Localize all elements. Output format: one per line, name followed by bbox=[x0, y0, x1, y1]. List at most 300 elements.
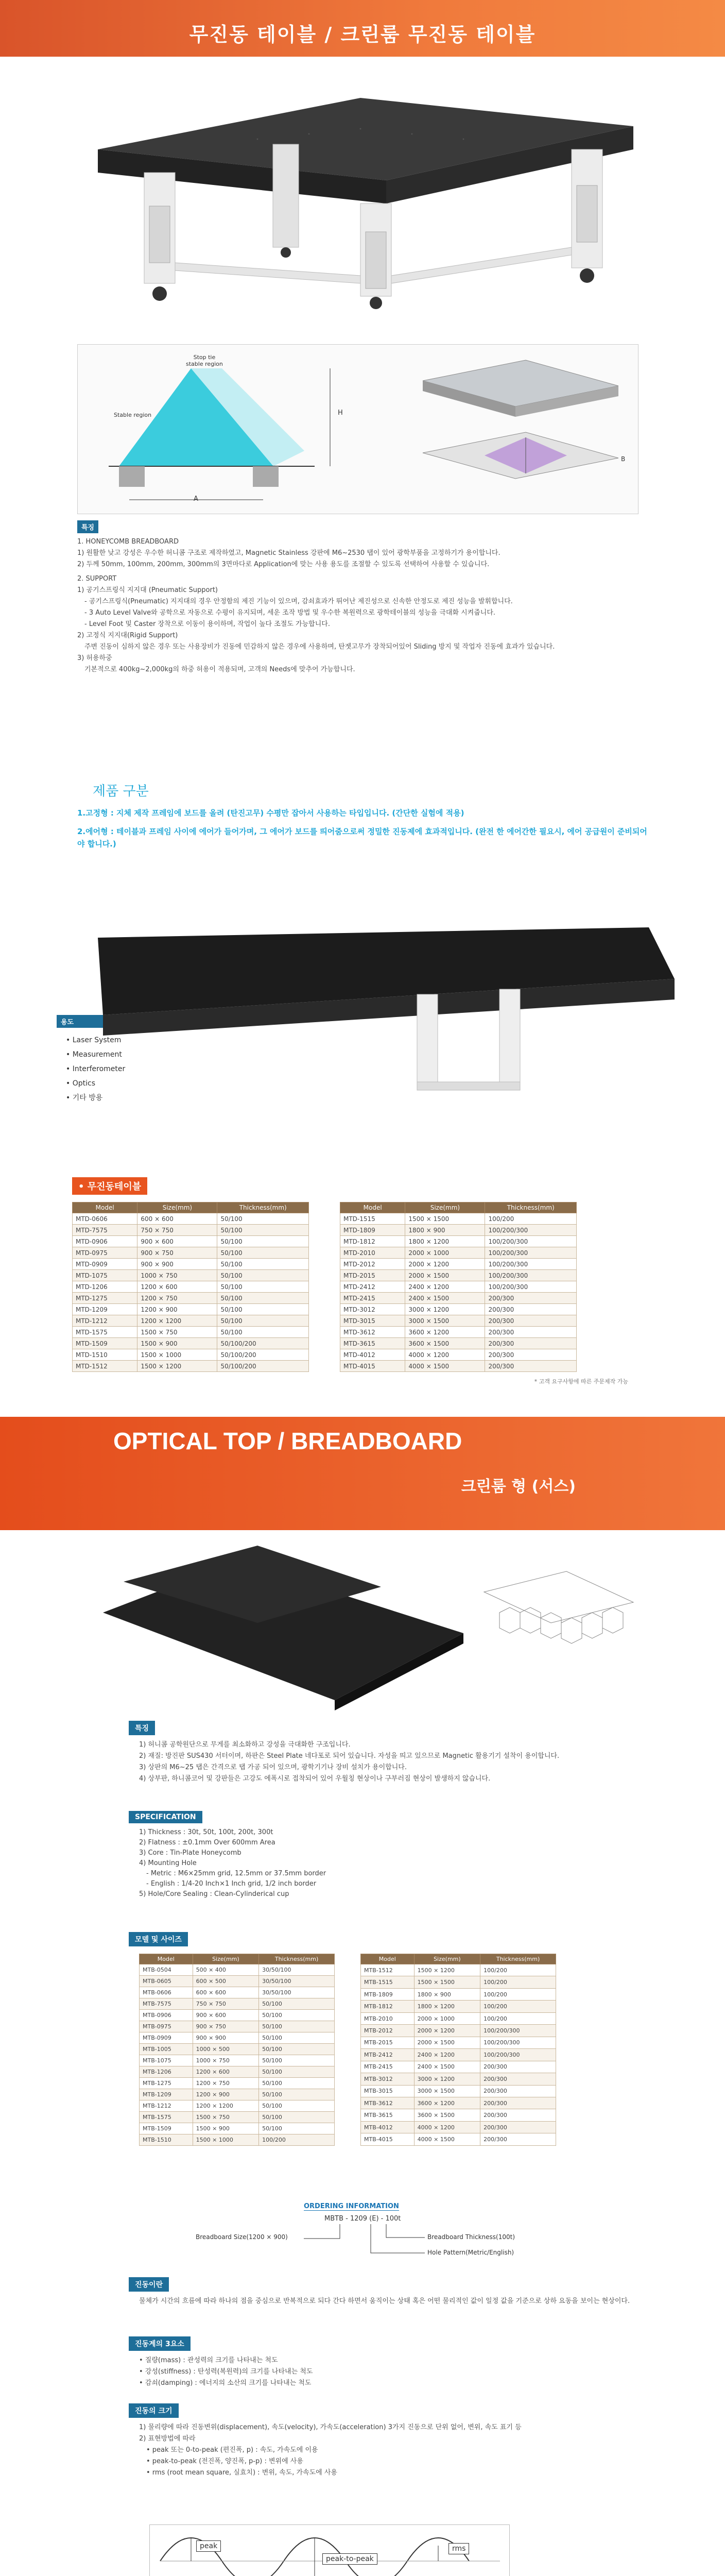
table-cell: 600 × 600 bbox=[193, 1987, 258, 1998]
table-row bbox=[340, 1361, 577, 1372]
hero-table-image bbox=[51, 77, 669, 309]
table-cell: MTD-2012 bbox=[340, 1259, 405, 1270]
table-row bbox=[73, 1338, 309, 1349]
table-cell: MTB-1075 bbox=[140, 2055, 193, 2066]
table-cell: 50/100 bbox=[259, 2078, 335, 2089]
table-row bbox=[340, 1247, 577, 1259]
table-row bbox=[361, 2049, 556, 2061]
table-cell: 3600 × 1500 bbox=[405, 1338, 485, 1349]
label-peak-to-peak: peak-to-peak bbox=[322, 2553, 377, 2565]
table-cell: MTB-3015 bbox=[361, 2085, 415, 2097]
table-row bbox=[340, 1236, 577, 1247]
waveform-figure bbox=[149, 2524, 510, 2576]
table-cell: 1500 × 1000 bbox=[193, 2134, 258, 2146]
table-row bbox=[140, 2134, 335, 2146]
table-cell: MTD-4012 bbox=[340, 1349, 405, 1361]
table-row bbox=[340, 1281, 577, 1293]
table-cell: 2400 × 1200 bbox=[405, 1281, 485, 1293]
table-cell: MTD-1575 bbox=[73, 1327, 137, 1338]
vib3-line: • 질량(mass) : 관성력의 크기를 나타내는 척도 bbox=[139, 2357, 278, 2364]
table-row bbox=[361, 2109, 556, 2121]
table-row bbox=[73, 1281, 309, 1293]
table-cell: 50/100 bbox=[259, 2032, 335, 2044]
table-cell: MTB-0605 bbox=[140, 1976, 193, 1987]
table-cell: 50/100/200 bbox=[217, 1349, 309, 1361]
feature-p6: - Level Foot 및 Caster 장착으로 이동이 용이하며, 작업이 높다 조절도 가능합니다. bbox=[84, 620, 330, 628]
vib3-tag: 진동계의 3요소 bbox=[129, 2336, 191, 2351]
table-row bbox=[73, 1293, 309, 1304]
table-cell: MTB-2015 bbox=[361, 2037, 415, 2048]
table-row bbox=[140, 2032, 335, 2044]
table-cell: 3600 × 1200 bbox=[414, 2097, 480, 2109]
table-cell: 100/200/300 bbox=[480, 2025, 556, 2037]
table-cell: 500 × 400 bbox=[193, 1964, 258, 1976]
table-row bbox=[73, 1315, 309, 1327]
table-cell: 50/100 bbox=[217, 1213, 309, 1225]
optical-table-illustration bbox=[51, 77, 669, 309]
table-row bbox=[140, 2055, 335, 2066]
table-cell: 4000 × 1200 bbox=[414, 2121, 480, 2133]
vibsize-line: 1) 물리량에 따라 진동변위(displacement), 속도(velocity), 가속도(acceleration) 3가지 진동으로 단위 없어, 변위, 속도 표기 등 bbox=[139, 2424, 522, 2431]
table-cell: 900 × 600 bbox=[137, 1236, 217, 1247]
table2-section bbox=[129, 1932, 644, 2146]
table-cell: 2400 × 1500 bbox=[405, 1293, 485, 1304]
table-cell: 100/200/300 bbox=[485, 1236, 577, 1247]
table-cell: MTB-2010 bbox=[361, 2012, 415, 2024]
table-cell: 1200 × 1200 bbox=[193, 2100, 258, 2112]
table-cell: 1000 × 500 bbox=[193, 2044, 258, 2055]
table-cell: MTB-1575 bbox=[140, 2112, 193, 2123]
optical-line: 1) 허니콤 공학원단으로 무게를 최소화하고 강성을 극대화한 구조입니다. bbox=[139, 1741, 351, 1749]
table-cell: MTB-1509 bbox=[140, 2123, 193, 2134]
table-cell: 3000 × 1500 bbox=[405, 1315, 485, 1327]
vibration-section bbox=[129, 2277, 644, 2307]
table-cell: 1500 × 750 bbox=[137, 1327, 217, 1338]
table-row bbox=[361, 2037, 556, 2048]
vib3-line: • 감쇠(damping) : 에너지의 소산의 크기를 나타내는 척도 bbox=[139, 2379, 312, 2387]
table-cell: MTD-1515 bbox=[340, 1213, 405, 1225]
table-cell: MTD-0909 bbox=[73, 1259, 137, 1270]
table-row bbox=[340, 1304, 577, 1315]
table-cell: 2000 × 1000 bbox=[414, 2012, 480, 2024]
table-cell: 1800 × 1200 bbox=[414, 2001, 480, 2012]
table-cell: 50/100 bbox=[259, 2112, 335, 2123]
use-item: • Measurement bbox=[66, 1050, 122, 1059]
table-cell: 200/300 bbox=[480, 2121, 556, 2133]
table-cell: 30/50/100 bbox=[259, 1987, 335, 1998]
optical-banner bbox=[0, 1417, 725, 1530]
table-cell: MTB-1515 bbox=[361, 1976, 415, 1988]
uses-panel bbox=[57, 1015, 175, 1105]
table-cell: 750 × 750 bbox=[137, 1225, 217, 1236]
table-cell: MTD-3015 bbox=[340, 1315, 405, 1327]
table-cell: 1500 × 900 bbox=[193, 2123, 258, 2134]
table-cell: 900 × 750 bbox=[137, 1247, 217, 1259]
table-cell: 100/200/300 bbox=[480, 2037, 556, 2048]
table-cell: MTD-2015 bbox=[340, 1270, 405, 1281]
vibsize-tag: 진동의 크기 bbox=[129, 2403, 179, 2418]
table-cell: MTB-1206 bbox=[140, 2066, 193, 2078]
table-cell: 900 × 900 bbox=[137, 1259, 217, 1270]
table-cell: 900 × 750 bbox=[193, 2021, 258, 2032]
optical-features-tag: 특징 bbox=[129, 1721, 155, 1735]
table-row bbox=[361, 2073, 556, 2085]
table-cell: MTB-0906 bbox=[140, 2010, 193, 2021]
table-cell: MTD-1809 bbox=[340, 1225, 405, 1236]
features-tag: 특징 bbox=[77, 520, 98, 533]
table-cell: 50/100 bbox=[259, 2100, 335, 2112]
use-item: • Optics bbox=[66, 1079, 95, 1088]
table-cell: 1200 × 600 bbox=[193, 2066, 258, 2078]
table-row bbox=[340, 1338, 577, 1349]
diagram-panel bbox=[77, 344, 638, 514]
table-cell: 3000 × 1200 bbox=[405, 1304, 485, 1315]
table-cell: 1200 × 900 bbox=[193, 2089, 258, 2100]
table-cell: 1500 × 1200 bbox=[137, 1361, 217, 1372]
feature-p4: - 공기스프링식(Pneumatic) 지지대의 경우 안정함의 제진 기능이 있으며, 감쇠효과가 뛰어난 제진성으로 신속한 안정도로 제진 성능을 발휘합니다. bbox=[84, 598, 513, 605]
table-cell: MTB-4012 bbox=[361, 2121, 415, 2133]
table-cell: MTD-1510 bbox=[73, 1349, 137, 1361]
table-cell: MTD-1209 bbox=[73, 1304, 137, 1315]
table-cell: 50/100/200 bbox=[217, 1338, 309, 1349]
optical-subtitle: 크린룸 형 (서스) bbox=[461, 1478, 576, 1496]
table-cell: MTD-1212 bbox=[73, 1315, 137, 1327]
table-cell: MTD-1206 bbox=[73, 1281, 137, 1293]
use-item: • 기타 방용 bbox=[66, 1094, 103, 1102]
optical-features bbox=[129, 1721, 644, 1785]
table-cell: MTB-3012 bbox=[361, 2073, 415, 2085]
table-cell: MTB-4015 bbox=[361, 2133, 415, 2146]
table-cell: MTB-1812 bbox=[361, 2001, 415, 2012]
spec-line: - Metric : M6×25mm grid, 12.5mm or 37.5mm border bbox=[146, 1870, 326, 1877]
use-item: • Laser System bbox=[66, 1036, 122, 1044]
table-cell: 50/100 bbox=[217, 1259, 309, 1270]
banner-title: 무진동 테이블 / 크린룸 무진동 테이블 bbox=[189, 23, 536, 46]
vib3-line: • 강성(stiffness) : 탄성력(복원력)의 크기를 나타내는 척도 bbox=[139, 2368, 313, 2376]
label-a: A bbox=[194, 495, 198, 503]
table-row bbox=[73, 1213, 309, 1225]
table-cell: 50/100 bbox=[259, 2021, 335, 2032]
table-cell: MTB-1209 bbox=[140, 2089, 193, 2100]
table-cell: 200/300 bbox=[480, 2061, 556, 2073]
table-cell: 2000 × 1000 bbox=[405, 1247, 485, 1259]
table-cell: 200/300 bbox=[485, 1361, 577, 1372]
table-cell: MTB-0606 bbox=[140, 1987, 193, 1998]
table-row bbox=[361, 2121, 556, 2133]
table-cell: 100/200 bbox=[480, 1976, 556, 1988]
table-cell: 200/300 bbox=[480, 2097, 556, 2109]
vibsize-line: 2) 표현방법에 따라 bbox=[139, 2435, 196, 2443]
table-row bbox=[73, 1236, 309, 1247]
ordering-code: MBTB - 1209 (E) - 100t bbox=[324, 2215, 401, 2223]
table-row bbox=[140, 2044, 335, 2055]
table-cell: 4000 × 1500 bbox=[405, 1361, 485, 1372]
table-cell: 100/200/300 bbox=[485, 1281, 577, 1293]
table-cell: 900 × 900 bbox=[193, 2032, 258, 2044]
feature-p1: 1) 원활한 낮고 강성은 우수한 허니콤 구조로 제작하였고, Magnetic Stainless 강판에 M6~2530 탭이 있어 광학부품을 고정하기가 용이합니다. bbox=[77, 549, 500, 557]
table-cell: 50/100 bbox=[217, 1236, 309, 1247]
table-row bbox=[340, 1315, 577, 1327]
table-row bbox=[140, 2100, 335, 2112]
table-cell: MTD-1812 bbox=[340, 1236, 405, 1247]
table-row bbox=[73, 1247, 309, 1259]
table-cell: MTD-1509 bbox=[73, 1338, 137, 1349]
table-cell: 100/200 bbox=[480, 1964, 556, 1976]
table-cell: 1200 × 600 bbox=[137, 1281, 217, 1293]
table-cell: MTB-2012 bbox=[361, 2025, 415, 2037]
table-cell: 3000 × 1200 bbox=[414, 2073, 480, 2085]
table-cell: MTD-4015 bbox=[340, 1361, 405, 1372]
feature-p2: 2) 두께 50mm, 100mm, 200mm, 300mm의 3면마다로 Application에 맞는 사용 용도를 조절할 수 있도록 선택하여 사용할 수 있습니다. bbox=[77, 561, 490, 568]
table-cell: MTB-1212 bbox=[140, 2100, 193, 2112]
table-cell: 1500 × 1200 bbox=[414, 1964, 480, 1976]
vibration-three bbox=[129, 2336, 644, 2389]
table-cell: MTB-0504 bbox=[140, 1964, 193, 1976]
table-row bbox=[73, 1349, 309, 1361]
table-cell: 100/200 bbox=[480, 1988, 556, 2000]
table-cell: 3000 × 1500 bbox=[414, 2085, 480, 2097]
table-cell: MTB-1275 bbox=[140, 2078, 193, 2089]
table1-section bbox=[72, 1177, 649, 1385]
table-cell: MTB-1005 bbox=[140, 2044, 193, 2055]
table-cell: 3600 × 1500 bbox=[414, 2109, 480, 2121]
table-cell: MTD-7575 bbox=[73, 1225, 137, 1236]
label-peak: peak bbox=[196, 2540, 221, 2552]
table-row bbox=[73, 1327, 309, 1338]
ordering-board: Breadboard Size(1200 × 900) bbox=[196, 2233, 288, 2241]
table-cell: MTB-7575 bbox=[140, 1998, 193, 2010]
table-cell: 2000 × 1200 bbox=[405, 1259, 485, 1270]
table-row bbox=[361, 1976, 556, 1988]
table-row bbox=[361, 1988, 556, 2000]
table-cell: 200/300 bbox=[480, 2073, 556, 2085]
table-cell: 1800 × 1200 bbox=[405, 1236, 485, 1247]
table-row bbox=[140, 2078, 335, 2089]
table-cell: 200/300 bbox=[480, 2109, 556, 2121]
table2-right: Model Size(mm) Thickness(mm) MTB-1512 1500 × 1200 100/200 MTB-1515 1500 × 1500 100/200 MTB-1809 1800 × 900 100/200 MTB-1812 1800 × 1200 100/200 MTB-2010 2000 × 1000 100/200 MTB-2012 2000 × 1200 100/200/300 MTB-2015 2000 × 1500 100/200/300 MTB-2412 2400 × 1200 100/200/300 MTB-2415 2400 × 1500 200/300 MTB-3012 3000 × 1200 200/300 MTB-3015 3000 × 1500 200/300 MTB-3612 3600 × 1200 200/300 MTB-3615 3600 × 1500 200/300 MTB-4012 4000 × 1200 200/300 MTB-4015 4000 × 1500 200/300 bbox=[360, 1954, 556, 2146]
ordering-info bbox=[129, 2202, 644, 2264]
label-stable-region: Stable region bbox=[114, 412, 152, 418]
vibsize-line: • rms (root mean square, 실효치) : 변위, 속도, 가속도에 사용 bbox=[146, 2469, 337, 2477]
optical-line: 4) 상부판, 하니콤코어 및 강판들은 고강도 에폭시로 접착되어 있어 우월칭 현상이나 구부러짐 현상이 발생하지 않습니다. bbox=[139, 1775, 491, 1783]
table-cell: 200/300 bbox=[485, 1315, 577, 1327]
table-cell: 50/100 bbox=[217, 1304, 309, 1315]
table-cell: MTD-3012 bbox=[340, 1304, 405, 1315]
feature-p9: 3) 허용하중 bbox=[77, 654, 112, 662]
table-cell: 100/200 bbox=[480, 2012, 556, 2024]
table-cell: 1200 × 1200 bbox=[137, 1315, 217, 1327]
spec-line: - English : 1/4-20 Inch×1 Inch grid, 1/2 inch border bbox=[146, 1880, 317, 1888]
table-row bbox=[140, 1987, 335, 1998]
table-cell: 100/200/300 bbox=[485, 1259, 577, 1270]
ordering-thick: Breadboard Thickness(100t) bbox=[427, 2233, 515, 2241]
table-row bbox=[140, 1964, 335, 1976]
table-cell: 1800 × 900 bbox=[405, 1225, 485, 1236]
table-cell: 50/100 bbox=[259, 2055, 335, 2066]
table-cell: 100/200/300 bbox=[480, 2049, 556, 2061]
table-row bbox=[140, 1976, 335, 1987]
table-row bbox=[361, 1964, 556, 1976]
table-cell: 50/100 bbox=[217, 1225, 309, 1236]
feature-p8: 주변 진동이 심하지 않은 경우 또는 사용장비가 진동에 민감하지 않은 경우에 사용하며, 탄젯고무가 장착되어있어 Sliding 방지 및 작업자 진동에 효과가 있습니다. bbox=[84, 643, 555, 651]
table-row bbox=[73, 1361, 309, 1372]
table-cell: MTB-0975 bbox=[140, 2021, 193, 2032]
table-cell: 200/300 bbox=[485, 1349, 577, 1361]
table-cell: 200/300 bbox=[485, 1338, 577, 1349]
table2-left: Model Size(mm) Thickness(mm) MTB-0504 500 × 400 30/50/100 MTB-0605 600 × 500 30/50/100 MTB-0606 600 × 600 30/50/100 MTB-7575 750 × 750 50/100 MTB-0906 900 × 600 50/100 MTB-0975 900 × 750 50/100 MTB-0909 900 × 900 50/100 MTB-1005 1000 × 500 50/100 MTB-1075 1000 × 750 50/100 MTB-1206 1200 × 600 50/100 MTB-1275 1200 × 750 50/100 MTB-1209 1200 × 900 50/100 MTB-1212 1200 × 1200 50/100 MTB-1575 1500 × 750 50/100 MTB-1509 1500 × 900 50/100 MTB-1510 1500 × 1000 100/200 bbox=[139, 1954, 335, 2146]
table-row bbox=[361, 2085, 556, 2097]
label-h: H bbox=[338, 409, 343, 417]
table-cell: 1500 × 900 bbox=[137, 1338, 217, 1349]
table-cell: 50/100 bbox=[217, 1315, 309, 1327]
ordering-title: ORDERING INFORMATION bbox=[304, 2202, 399, 2210]
table-cell: 2400 × 1200 bbox=[414, 2049, 480, 2061]
table-row bbox=[340, 1327, 577, 1338]
table-cell: 750 × 750 bbox=[193, 1998, 258, 2010]
table-cell: 200/300 bbox=[480, 2133, 556, 2146]
table-row bbox=[73, 1270, 309, 1281]
table-cell: MTB-3615 bbox=[361, 2109, 415, 2121]
spec-line: 5) Hole/Core Sealing : Clean-Cylinderical cup bbox=[139, 1890, 289, 1898]
table-cell: 1200 × 900 bbox=[137, 1304, 217, 1315]
spec-line: 3) Core : Tin-Plate Honeycomb bbox=[139, 1849, 241, 1857]
table-cell: 200/300 bbox=[480, 2085, 556, 2097]
table-cell: 100/200 bbox=[485, 1213, 577, 1225]
table-cell: MTD-0606 bbox=[73, 1213, 137, 1225]
table-row bbox=[140, 2089, 335, 2100]
stable-region-diagram bbox=[88, 348, 397, 513]
table-cell: MTD-2415 bbox=[340, 1293, 405, 1304]
table-cell: 100/200 bbox=[259, 2134, 335, 2146]
spec-line: 2) Flatness : ±0.1mm Over 600mm Area bbox=[139, 1839, 275, 1846]
table-cell: MTD-2010 bbox=[340, 1247, 405, 1259]
table-cell: 50/100 bbox=[217, 1270, 309, 1281]
table-cell: 200/300 bbox=[485, 1293, 577, 1304]
breadboard-images bbox=[93, 1540, 638, 1716]
feature-p3: 1) 공기스프링식 지지대 (Pneumatic Support) bbox=[77, 586, 218, 594]
vibsize-line: • peak 또는 0-to-peak (편진폭, p) : 속도, 가속도에 이용 bbox=[146, 2446, 318, 2454]
table-cell: 30/50/100 bbox=[259, 1976, 335, 1987]
table-cell: 1000 × 750 bbox=[137, 1270, 217, 1281]
table-row bbox=[340, 1270, 577, 1281]
table-cell: 1200 × 750 bbox=[193, 2078, 258, 2089]
feature-heading-2: 2. SUPPORT bbox=[77, 575, 117, 583]
table-cell: MTB-1809 bbox=[361, 1988, 415, 2000]
table-cell: 2000 × 1500 bbox=[414, 2037, 480, 2048]
table-row bbox=[73, 1259, 309, 1270]
table-cell: 50/100 bbox=[259, 2123, 335, 2134]
table1-tag: • 무진동테이블 bbox=[72, 1177, 147, 1195]
table-row bbox=[340, 1259, 577, 1270]
table-cell: 50/100 bbox=[217, 1281, 309, 1293]
optical-line: 2) 재질: 방진판 SUS430 서터이며, 하판은 Steel Plate 네다포로 되어 있습니다. 자성을 띄고 있으므로 Magnetic 활용기기 설착이 용이합니다. bbox=[139, 1752, 560, 1760]
table-row bbox=[340, 1349, 577, 1361]
table-cell: 50/100 bbox=[259, 2010, 335, 2021]
features-section bbox=[77, 520, 644, 675]
table-row bbox=[361, 2001, 556, 2012]
table-row bbox=[361, 2097, 556, 2109]
table-row bbox=[340, 1225, 577, 1236]
uses-tag: 용도 bbox=[57, 1015, 103, 1028]
table-cell: 2000 × 1500 bbox=[405, 1270, 485, 1281]
table-row bbox=[140, 2112, 335, 2123]
vibration-size bbox=[129, 2403, 644, 2479]
table-cell: 4000 × 1200 bbox=[405, 1349, 485, 1361]
feature-p10: 기본적으로 400kg~2,000kg의 하중 허용이 적용되며, 고객의 Needs에 맞추어 가능합니다. bbox=[84, 666, 355, 673]
spec-line: 1) Thickness : 30t, 50t, 100t, 200t, 300t bbox=[139, 1828, 273, 1836]
feature-p7: 2) 고정식 지지대(Rigid Support) bbox=[77, 632, 178, 639]
table-row bbox=[140, 1998, 335, 2010]
table-cell: 50/100 bbox=[217, 1247, 309, 1259]
table-cell: 2400 × 1500 bbox=[414, 2061, 480, 2073]
table-cell: 1500 × 1500 bbox=[405, 1213, 485, 1225]
table-cell: 100/200/300 bbox=[485, 1247, 577, 1259]
table-cell: MTD-1275 bbox=[73, 1293, 137, 1304]
table-row bbox=[73, 1225, 309, 1236]
table-cell: MTB-2412 bbox=[361, 2049, 415, 2061]
spec-line: 4) Mounting Hole bbox=[139, 1859, 197, 1867]
table-cell: 1500 × 1500 bbox=[414, 1976, 480, 1988]
table-row bbox=[340, 1293, 577, 1304]
isometric-diagram bbox=[412, 350, 629, 504]
table-cell: MTD-0975 bbox=[73, 1247, 137, 1259]
table-row bbox=[140, 2021, 335, 2032]
table-cell: 1000 × 750 bbox=[193, 2055, 258, 2066]
table-cell: 600 × 500 bbox=[193, 1976, 258, 1987]
table-cell: MTD-2412 bbox=[340, 1281, 405, 1293]
table-cell: 50/100 bbox=[217, 1327, 309, 1338]
table-cell: 200/300 bbox=[485, 1327, 577, 1338]
table-row bbox=[361, 2025, 556, 2037]
table-cell: MTD-3612 bbox=[340, 1327, 405, 1338]
table-row bbox=[140, 2066, 335, 2078]
table-cell: 900 × 600 bbox=[193, 2010, 258, 2021]
product-types-section bbox=[77, 781, 654, 850]
table-cell: 1500 × 1000 bbox=[137, 1349, 217, 1361]
label-b: B bbox=[621, 455, 626, 463]
table-cell: 1800 × 900 bbox=[414, 1988, 480, 2000]
optical-title: OPTICAL TOP / BREADBOARD bbox=[113, 1428, 462, 1454]
table-cell: MTD-1075 bbox=[73, 1270, 137, 1281]
table-cell: 100/200 bbox=[480, 2001, 556, 2012]
feature-p5: - 3 Auto Level Valve와 공학으로 자동으로 수평이 유지되며, 세운 조작 방법 및 우수한 복원력으로 광학테이블의 성능을 극대화 시켜줍니다. bbox=[84, 609, 496, 617]
table-row bbox=[361, 2012, 556, 2024]
table-row bbox=[340, 1213, 577, 1225]
table1-right: Model Size(mm) Thickness(mm) MTD-1515 1500 × 1500 100/200 MTD-1809 1800 × 900 100/200/300 MTD-1812 1800 × 1200 100/200/300 MTD-2010 2000 × 1000 100/200/300 MTD-2012 2000 × 1200 100/200/300 MTD-2015 2000 × 1500 100/200/300 MTD-2412 2400 × 1200 100/200/300 MTD-2415 2400 × 1500 200/300 MTD-3012 3000 × 1200 200/300 MTD-3015 3000 × 1500 200/300 MTD-3612 3600 × 1200 200/300 MTD-3615 3600 × 1500 200/300 MTD-4012 4000 × 1200 200/300 MTD-4015 4000 × 1500 200/300 bbox=[340, 1202, 577, 1372]
table-cell: 100/200/300 bbox=[485, 1270, 577, 1281]
table-cell: MTD-1512 bbox=[73, 1361, 137, 1372]
optical-line: 3) 상판의 M6~25 탭은 간격으로 탭 가공 되어 있으며, 광학기기나 장비 설치가 용이합니다. bbox=[139, 1764, 407, 1771]
table-cell: 1200 × 750 bbox=[137, 1293, 217, 1304]
table-cell: 30/50/100 bbox=[259, 1964, 335, 1976]
spec-tag: SPECIFICATION bbox=[129, 1811, 202, 1823]
table1-left: Model Size(mm) Thickness(mm) MTD-0606 600 × 600 50/100 MTD-7575 750 × 750 50/100 MTD-0906 900 × 600 50/100 MTD-0975 900 × 750 50/100 MTD-0909 900 × 900 50/100 MTD-1075 1000 × 750 50/100 MTD-1206 1200 × 600 50/100 MTD-1275 1200 × 750 50/100 MTD-1209 1200 × 900 50/100 MTD-1212 1200 × 1200 50/100 MTD-1575 1500 × 750 50/100 MTD-1509 1500 × 900 50/100/200 MTD-1510 1500 × 1000 50/100/200 MTD-1512 1500 × 1200 50/100/200 bbox=[72, 1202, 309, 1372]
table-cell: 3600 × 1200 bbox=[405, 1327, 485, 1338]
top-banner bbox=[0, 0, 725, 57]
product-types-title: 제품 구분 bbox=[93, 784, 149, 799]
table-cell: MTD-3615 bbox=[340, 1338, 405, 1349]
product-type-air: 2.에어형 : 테이블과 프레임 사이에 에어가 들어가며, 그 에어가 보드를 띄어줌으로써 정밀한 진동제에 효과적입니다. (완전 한 에어간한 필요시, 에어 공급원이 준비되어야 합니다.) bbox=[77, 827, 647, 849]
table-cell: MTB-1510 bbox=[140, 2134, 193, 2146]
table-cell: MTB-1512 bbox=[361, 1964, 415, 1976]
label-rms: rms bbox=[448, 2543, 469, 2554]
product-type-fixed: 1.고정형 : 지체 제작 프레임에 보드를 올려 (탄진고무) 수평만 잡아서 사용하는 타입입니다. (간단한 실험에 적용) bbox=[77, 808, 464, 818]
table-cell: 50/100/200 bbox=[217, 1361, 309, 1372]
table-cell: 200/300 bbox=[485, 1304, 577, 1315]
table-row bbox=[73, 1304, 309, 1315]
table-cell: MTB-2415 bbox=[361, 2061, 415, 2073]
ordering-hole: Hole Pattern(Metric/English) bbox=[427, 2249, 514, 2256]
